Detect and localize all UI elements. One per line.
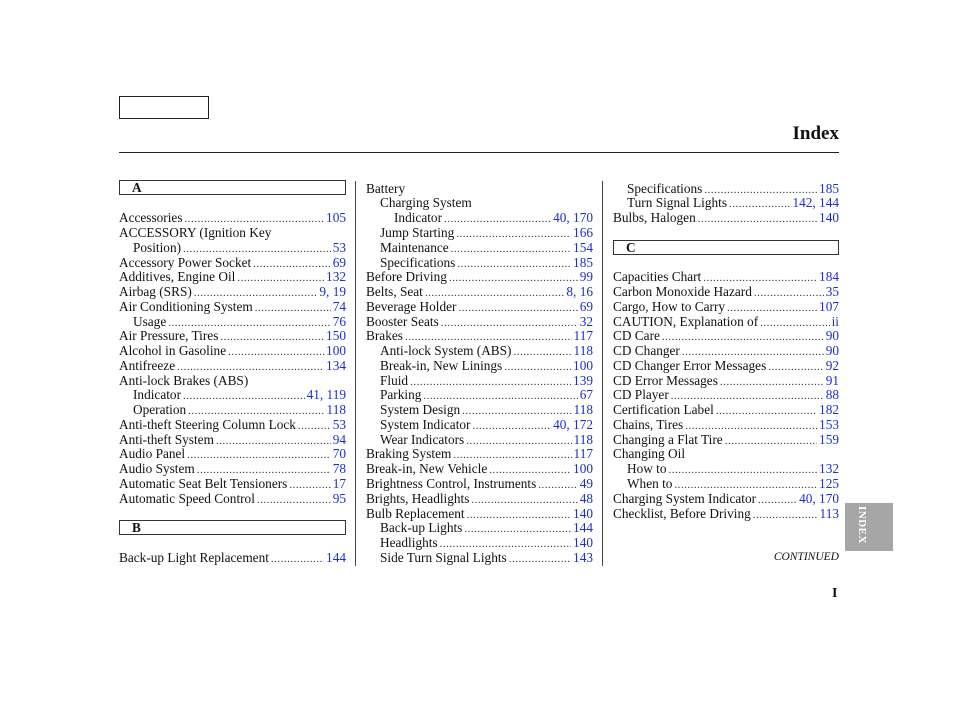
index-entry[interactable] [366, 550, 593, 566]
entry-label: Charging System Indicator [613, 491, 757, 506]
entry-label: Break-in, New Vehicle [366, 461, 488, 476]
entry-label: System Design [380, 402, 461, 417]
index-entry[interactable] [366, 446, 593, 462]
page-reference-link[interactable]: 140 [819, 210, 839, 225]
page-reference-link[interactable]: 92 [825, 358, 839, 373]
entry-label: System Indicator [380, 417, 471, 432]
entry-label: Headlights [380, 535, 438, 550]
page-reference-link[interactable]: 118 [573, 402, 593, 417]
section-header-b: B [119, 520, 346, 535]
page-reference-link[interactable]: 40, 170 [799, 491, 839, 506]
index-entry[interactable] [613, 284, 839, 300]
entry-label: Bulbs, Halogen [613, 210, 696, 225]
entry-label: Alcohol in Gasoline [119, 343, 227, 358]
page-reference-link[interactable]: 91 [825, 373, 839, 388]
page-reference-link[interactable]: 105 [326, 210, 346, 225]
page-reference-link[interactable]: 107 [819, 299, 839, 314]
page-reference-link[interactable]: 90 [825, 328, 839, 343]
page-reference-link[interactable]: 166 [573, 225, 593, 240]
entry-label: Usage [133, 314, 167, 329]
index-entry[interactable] [613, 387, 839, 403]
page-reference-link[interactable]: 154 [573, 240, 593, 255]
entry-label: Chains, Tires [613, 417, 684, 432]
dot-leader [698, 211, 817, 227]
column-divider [355, 181, 356, 566]
entry-label: Maintenance [380, 240, 449, 255]
page-reference-link[interactable]: 134 [326, 358, 346, 373]
entry-label: Audio System [119, 461, 195, 476]
entry-label: Air Pressure, Tires [119, 328, 219, 343]
entry-label: Indicator [133, 387, 181, 402]
dot-leader [509, 551, 571, 567]
page-reference-link[interactable]: 118 [573, 343, 593, 358]
page-reference-link[interactable]: 76 [332, 314, 346, 329]
page-reference-link[interactable]: 49 [579, 476, 593, 491]
page-reference-link[interactable]: 140 [573, 535, 593, 550]
entry-label: Anti-theft System [119, 432, 214, 447]
page-reference-link[interactable]: 95 [332, 491, 346, 506]
page-reference-link[interactable]: 118 [326, 402, 346, 417]
index-entry [119, 225, 346, 241]
index-entry[interactable] [119, 210, 346, 226]
page-reference-link[interactable]: 185 [573, 255, 593, 270]
index-entry[interactable] [366, 343, 593, 359]
entry-label: Booster Seats [366, 314, 439, 329]
entry-label: Bulb Replacement [366, 506, 465, 521]
page-reference-link[interactable]: 140 [573, 506, 593, 521]
index-entry[interactable] [613, 343, 839, 359]
index-entry[interactable] [613, 461, 839, 477]
page-reference-link[interactable]: 53 [332, 417, 346, 432]
entry-label: Braking System [366, 446, 452, 461]
title-rule [119, 152, 839, 153]
page-reference-link[interactable]: 144 [573, 520, 593, 535]
entry-label: Certification Label [613, 402, 714, 417]
index-entry[interactable] [366, 535, 593, 551]
entry-label: Jump Starting [380, 225, 455, 240]
entry-label: Changing Oil [613, 446, 686, 461]
index-tab[interactable] [845, 503, 893, 551]
index-entry[interactable] [366, 210, 593, 226]
dot-leader [271, 551, 324, 567]
entry-label: Airbag (SRS) [119, 284, 192, 299]
page-reference-link[interactable]: 41, 119 [306, 387, 346, 402]
page-reference-link[interactable]: 53 [332, 240, 346, 255]
index-entry[interactable] [366, 225, 593, 241]
page-reference-link[interactable]: 74 [332, 299, 346, 314]
entry-label: Capacities Chart [613, 269, 702, 284]
entry-label: Before Driving [366, 269, 447, 284]
entry-label: Turn Signal Lights [627, 195, 727, 210]
index-entry[interactable] [366, 284, 593, 300]
page-title: Index [792, 123, 839, 144]
dot-leader [257, 492, 331, 508]
entry-label: Cargo, How to Carry [613, 299, 726, 314]
entry-label: Checklist, Before Driving [613, 506, 751, 521]
index-entry[interactable] [366, 240, 593, 256]
index-entry[interactable] [119, 446, 346, 462]
index-entry[interactable] [119, 343, 346, 359]
index-entry[interactable] [366, 461, 593, 477]
entry-label: Antifreeze [119, 358, 176, 373]
page-reference-link[interactable]: 99 [579, 269, 593, 284]
page-reference-link[interactable]: 118 [573, 432, 593, 447]
entry-label: Automatic Speed Control [119, 491, 255, 506]
continued-label: CONTINUED [773, 551, 839, 563]
index-entry[interactable] [613, 506, 839, 522]
page-reference-link[interactable]: 132 [326, 269, 346, 284]
index-entry[interactable] [366, 491, 593, 507]
entry-label: How to [627, 461, 667, 476]
section-header-a: A [119, 180, 346, 195]
index-entry[interactable] [119, 269, 346, 285]
page-reference-link[interactable]: 100 [326, 343, 346, 358]
index-entry[interactable] [119, 491, 346, 507]
page-reference-link[interactable]: 32 [579, 314, 593, 329]
entry-label: Audio Panel [119, 446, 186, 461]
entry-label: Additives, Engine Oil [119, 269, 236, 284]
entry-label: Anti-lock Brakes (ABS) [119, 373, 249, 388]
index-entry[interactable] [366, 402, 593, 418]
page-reference-link[interactable]: 184 [819, 269, 839, 284]
page-reference-link[interactable]: 182 [819, 402, 839, 417]
entry-label: CD Care [613, 328, 660, 343]
entry-label: CD Error Messages [613, 373, 718, 388]
index-entry[interactable] [119, 328, 346, 344]
index-entry[interactable] [119, 240, 346, 256]
index-entry[interactable] [366, 387, 593, 403]
entry-label: Specifications [627, 181, 703, 196]
entry-label: Accessories [119, 210, 183, 225]
index-tab-label: INDEX [856, 506, 868, 544]
page-reference-link[interactable]: 8, 16 [566, 284, 593, 299]
entry-label: When to [627, 476, 673, 491]
page-number: I [832, 586, 838, 601]
page-reference-link[interactable]: 143 [573, 550, 593, 565]
entry-label: Carbon Monoxide Hazard [613, 284, 752, 299]
entry-label: Brightness Control, Instruments [366, 476, 537, 491]
page-reference-link[interactable]: 94 [332, 432, 346, 447]
page-reference-link[interactable]: 100 [573, 461, 593, 476]
entry-label: Parking [380, 387, 422, 402]
entry-label: Anti-theft Steering Column Lock [119, 417, 296, 432]
index-entry[interactable] [613, 476, 839, 492]
entry-label: ACCESSORY (Ignition Key [119, 225, 272, 240]
entry-label: Changing a Flat Tire [613, 432, 723, 447]
entry-label: Back-up Lights [380, 520, 463, 535]
page-reference-link[interactable]: ii [831, 314, 839, 329]
index-entry[interactable] [613, 195, 839, 211]
index-entry[interactable] [613, 328, 839, 344]
entry-label: Battery [366, 181, 406, 196]
page-reference-link[interactable]: 159 [819, 432, 839, 447]
index-entry[interactable] [366, 328, 593, 344]
page-reference-link[interactable]: 78 [332, 461, 346, 476]
entry-label: CD Player [613, 387, 669, 402]
entry-label: Operation [133, 402, 187, 417]
index-entry[interactable] [366, 520, 593, 536]
entry-label: CAUTION, Explanation of [613, 314, 759, 329]
page-reference-link[interactable]: 40, 172 [553, 417, 593, 432]
entry-label: Break-in, New Linings [380, 358, 503, 373]
entry-label: Brakes [366, 328, 403, 343]
page-reference-link[interactable]: 125 [819, 476, 839, 491]
page-reference-link[interactable]: 144 [326, 550, 346, 565]
page-reference-link[interactable]: 142, 144 [792, 195, 839, 210]
index-entry[interactable] [613, 417, 839, 433]
index-entry[interactable] [366, 269, 593, 285]
header-blank-box [119, 96, 209, 119]
page-reference-link[interactable]: 88 [825, 387, 839, 402]
entry-label: Charging System [380, 195, 472, 210]
entry-label: Automatic Seat Belt Tensioners [119, 476, 288, 491]
page-reference-link[interactable]: 153 [819, 417, 839, 432]
column-divider [602, 181, 603, 566]
entry-label: Back-up Light Replacement [119, 550, 269, 565]
index-entry[interactable] [613, 210, 839, 226]
entry-label: Specifications [380, 255, 456, 270]
index-entry[interactable] [119, 299, 346, 315]
page-reference-link[interactable]: 150 [326, 328, 346, 343]
index-entry[interactable] [119, 550, 346, 566]
page-reference-link[interactable]: 100 [573, 358, 593, 373]
dot-leader [753, 507, 818, 523]
section-header-c: C [613, 240, 839, 255]
page-reference-link[interactable]: 117 [573, 328, 593, 343]
entry-label: Brights, Headlights [366, 491, 470, 506]
entry-label: CD Changer Error Messages [613, 358, 767, 373]
page-reference-link[interactable]: 69 [579, 299, 593, 314]
entry-label: Anti-lock System (ABS) [380, 343, 512, 358]
entry-label: Wear Indicators [380, 432, 465, 447]
index-entry[interactable] [613, 358, 839, 374]
index-entry[interactable] [119, 417, 346, 433]
page-reference-link[interactable]: 35 [825, 284, 839, 299]
index-entry[interactable] [366, 358, 593, 374]
index-entry[interactable] [119, 476, 346, 492]
index-entry [613, 446, 839, 462]
entry-label: CD Changer [613, 343, 680, 358]
page-reference-link[interactable]: 185 [819, 181, 839, 196]
page-reference-link[interactable]: 70 [332, 446, 346, 461]
entry-label: Indicator [394, 210, 442, 225]
index-entry[interactable] [366, 299, 593, 315]
entry-label: Position) [133, 240, 182, 255]
page-reference-link[interactable]: 69 [332, 255, 346, 270]
entry-label: Belts, Seat [366, 284, 423, 299]
entry-label: Beverage Holder [366, 299, 457, 314]
index-entry[interactable] [366, 476, 593, 492]
page-reference-link[interactable]: 48 [579, 491, 593, 506]
entry-label: Fluid [380, 373, 409, 388]
page-reference-link[interactable]: 9, 19 [319, 284, 346, 299]
page-reference-link[interactable]: 90 [825, 343, 839, 358]
page-reference-link[interactable]: 17 [332, 476, 346, 491]
entry-label: Accessory Power Socket [119, 255, 252, 270]
entry-label: Air Conditioning System [119, 299, 253, 314]
page-reference-link[interactable]: 117 [573, 446, 593, 461]
index-entry[interactable] [119, 461, 346, 477]
page-reference-link[interactable]: 113 [819, 506, 839, 521]
index-entry [366, 195, 593, 211]
page-reference-link[interactable]: 139 [573, 373, 593, 388]
index-entry[interactable] [119, 284, 346, 300]
page-reference-link[interactable]: 67 [579, 387, 593, 402]
index-entry[interactable] [119, 402, 346, 418]
page-reference-link[interactable]: 132 [819, 461, 839, 476]
index-entry[interactable] [613, 491, 839, 507]
index-entry[interactable] [613, 299, 839, 315]
index-entry[interactable] [366, 417, 593, 433]
index-entry[interactable] [613, 269, 839, 285]
page-reference-link[interactable]: 40, 170 [553, 210, 593, 225]
index-entry[interactable] [613, 402, 839, 418]
index-entry[interactable] [119, 387, 346, 403]
entry-label: Side Turn Signal Lights [380, 550, 507, 565]
index-entry[interactable] [119, 358, 346, 374]
